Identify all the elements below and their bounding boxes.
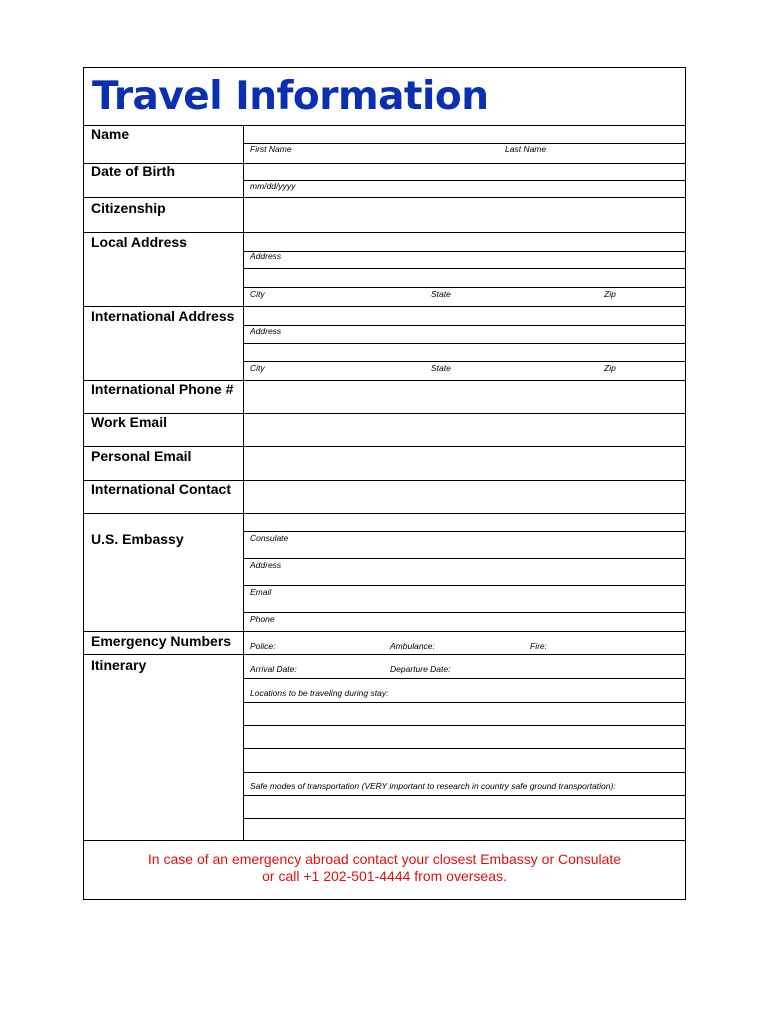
locations-field[interactable] (244, 702, 685, 772)
field-line (243, 361, 685, 362)
hint-embassy-phone: Phone (250, 614, 275, 624)
emergency-note-line-1: In case of an emergency abroad contact your closest Embassy or Consulate (147, 851, 622, 867)
field-line (243, 180, 685, 181)
hint-consulate: Consulate (250, 533, 289, 543)
hint-intl-address: Address (250, 326, 282, 336)
field-line (243, 772, 685, 773)
label-us-embassy: U.S. Embassy (91, 531, 184, 547)
intl-contact-field[interactable] (244, 481, 685, 513)
field-line (243, 325, 685, 326)
itinerary-dates-field[interactable] (244, 655, 685, 678)
intl-address-field[interactable] (244, 307, 685, 325)
hint-local-zip: Zip (604, 289, 616, 299)
hint-embassy-address: Address (250, 560, 282, 570)
label-international-address: International Address (91, 308, 235, 324)
row-divider (84, 513, 685, 514)
local-city-field[interactable] (244, 269, 685, 287)
field-line (243, 612, 685, 613)
field-line (243, 678, 685, 679)
field-line (243, 143, 685, 144)
label-emergency-numbers: Emergency Numbers (91, 633, 232, 649)
hint-intl-zip: Zip (604, 363, 616, 373)
hint-intl-city: City (250, 363, 265, 373)
travel-form (83, 67, 686, 900)
label-citizenship: Citizenship (91, 200, 166, 216)
label-international-contact: International Contact (91, 481, 232, 497)
hint-ambulance: Ambulance: (390, 641, 435, 651)
hint-arrival-date: Arrival Date: (250, 664, 297, 674)
name-field[interactable] (244, 126, 685, 143)
citizenship-field[interactable] (244, 198, 685, 232)
emergency-numbers-field[interactable] (244, 632, 685, 654)
transport-field[interactable] (244, 795, 685, 840)
local-address-field[interactable] (244, 233, 685, 251)
hint-locations: Locations to be traveling during stay: (250, 688, 389, 698)
hint-local-city: City (250, 289, 265, 299)
hint-intl-state: State (431, 363, 451, 373)
row-divider (84, 840, 685, 841)
field-line (243, 251, 685, 252)
hint-dob-format: mm/dd/yyyy (250, 181, 296, 191)
hint-fire: Fire: (530, 641, 547, 651)
emergency-note-line-2: or call +1 202-501-4444 from overseas. (262, 868, 507, 884)
label-name: Name (91, 126, 130, 142)
work-email-field[interactable] (244, 414, 685, 446)
label-itinerary: Itinerary (91, 657, 147, 673)
field-line (243, 585, 685, 586)
field-line (243, 287, 685, 288)
emergency-note (84, 851, 685, 885)
field-line (243, 558, 685, 559)
consulate-field[interactable] (244, 532, 685, 558)
label-local-address: Local Address (91, 234, 187, 250)
hint-first-name: First Name (250, 144, 292, 154)
hint-local-state: State (431, 289, 451, 299)
personal-email-field[interactable] (244, 447, 685, 480)
label-international-phone: International Phone # (91, 381, 234, 397)
hint-last-name: Last Name (505, 144, 547, 154)
hint-departure-date: Departure Date: (390, 664, 451, 674)
label-date-of-birth: Date of Birth (91, 163, 175, 179)
hint-local-address: Address (250, 251, 282, 261)
label-personal-email: Personal Email (91, 448, 192, 464)
hint-transport: Safe modes of transportation (VERY important to research in country safe ground transportation): (250, 781, 616, 791)
label-work-email: Work Email (91, 414, 167, 430)
intl-city-field[interactable] (244, 344, 685, 361)
dob-field[interactable] (244, 164, 685, 180)
form-title: Travel Information (92, 74, 489, 119)
hint-embassy-email: Email (250, 587, 272, 597)
intl-phone-field[interactable] (244, 381, 685, 413)
hint-police: Police: (250, 641, 276, 651)
